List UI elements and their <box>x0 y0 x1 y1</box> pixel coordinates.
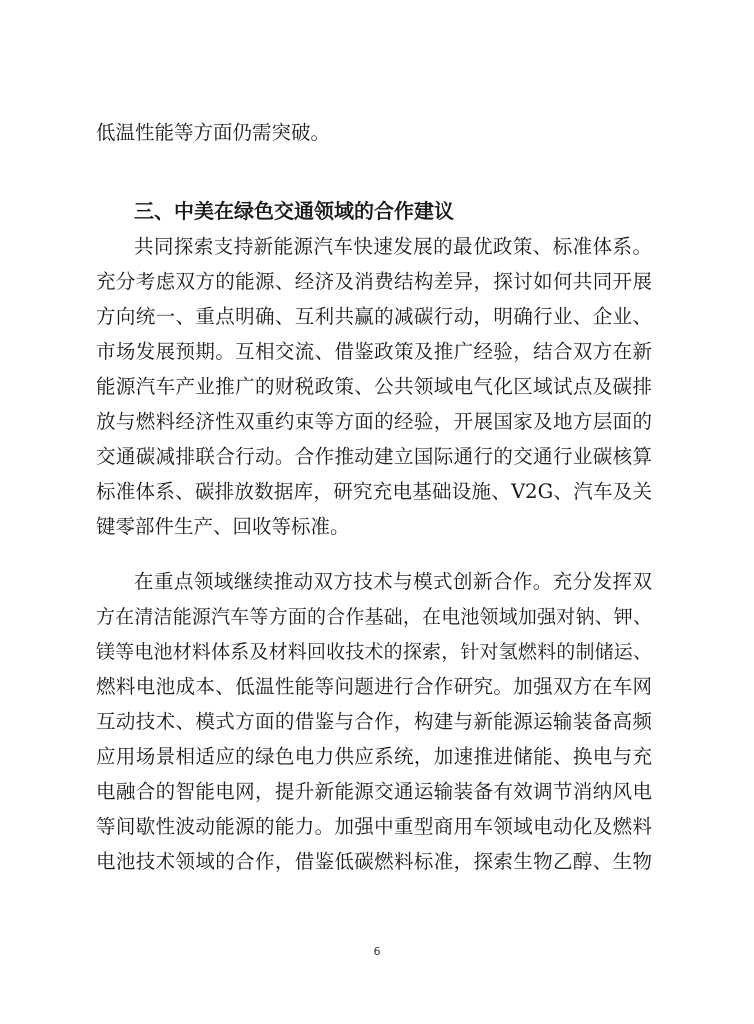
paragraph-line: 电池技术领域的合作，借鉴低碳燃料标准，探索生物乙醇、生物 <box>96 850 652 873</box>
paragraph-line: 电融合的智能电网，提升新能源交通运输装备有效调节消纳风电 <box>96 780 652 803</box>
section-heading: 三、中美在绿色交通领域的合作建议 <box>134 199 454 223</box>
paragraph-line: 市场发展预期。互相交流、借鉴政策及推广经验，结合双方在新 <box>96 340 652 363</box>
paragraph-line: 交通碳减排联合行动。合作推动建立国际通行的交通行业碳核算 <box>96 445 652 468</box>
paragraph-line: 等间歇性波动能源的能力。加强中重型商用车领域电动化及燃料 <box>96 815 652 838</box>
paragraph-line: 应用场景相适应的绿色电力供应系统，加速推进储能、换电与充 <box>96 745 652 768</box>
page-number: 6 <box>373 945 381 958</box>
paragraph-line: 标准体系、碳排放数据库，研究充电基础设施、V2G、汽车及关 <box>96 480 652 503</box>
intro-line: 低温性能等方面仍需突破。 <box>96 121 331 144</box>
paragraph-line: 放与燃料经济性双重约束等方面的经验，开展国家及地方层面的 <box>96 410 652 433</box>
paragraph-line: 方在清洁能源汽车等方面的合作基础，在电池领域加强对钠、钾、 <box>96 606 652 628</box>
paragraph-line: 能源汽车产业推广的财税政策、公共领域电气化区域试点及碳排 <box>96 375 652 398</box>
paragraph-line: 互动技术、模式方面的借鉴与合作，构建与新能源运输装备高频 <box>96 710 652 733</box>
paragraph-line: 键零部件生产、回收等标准。 <box>96 515 350 538</box>
paragraph-line: 共同探索支持新能源汽车快速发展的最优政策、标准体系。 <box>134 235 652 258</box>
paragraph-line: 方向统一、重点明确、互利共赢的减碳行动，明确行业、企业、 <box>96 305 652 328</box>
paragraph-line: 燃料电池成本、低温性能等问题进行合作研究。加强双方在车网 <box>96 675 652 698</box>
paragraph-line: 充分考虑双方的能源、经济及消费结构差异，探讨如何共同开展 <box>96 270 652 293</box>
paragraph-line: 在重点领域继续推动双方技术与模式创新合作。充分发挥双 <box>134 570 652 593</box>
paragraph-line: 镁等电池材料体系及材料回收技术的探索，针对氢燃料的制储运、 <box>96 641 652 663</box>
